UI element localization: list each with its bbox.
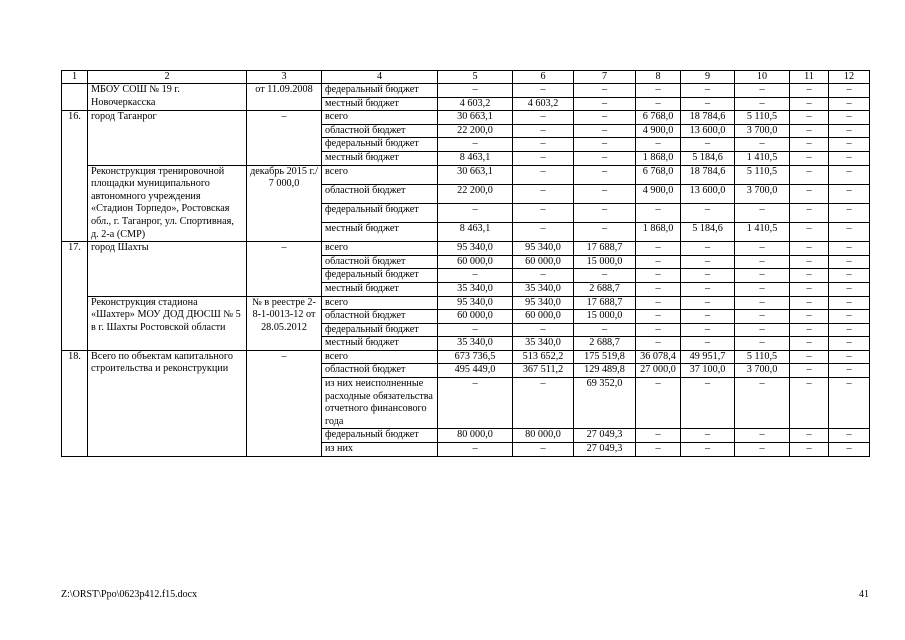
value-cell: –: [636, 255, 681, 269]
value-cell: –: [790, 443, 829, 457]
value-cell: –: [790, 296, 829, 310]
table-row: [62, 296, 870, 310]
value-cell: –: [829, 310, 870, 324]
value-cell: –: [829, 323, 870, 337]
value-cell: 30 663,1: [438, 165, 513, 184]
value-cell: 2 688,7: [574, 337, 636, 351]
value-cell: –: [681, 337, 735, 351]
value-cell: 18 784,6: [681, 165, 735, 184]
value-cell: 513 652,2: [513, 350, 574, 364]
value-cell: 80 000,0: [513, 429, 574, 443]
value-cell: –: [829, 350, 870, 364]
value-cell: –: [681, 203, 735, 222]
value-cell: –: [735, 378, 790, 429]
value-cell: –: [574, 151, 636, 165]
budget-source-cell: областной бюджет: [322, 364, 438, 378]
value-cell: 60 000,0: [438, 255, 513, 269]
value-cell: 15 000,0: [574, 310, 636, 324]
value-cell: –: [681, 269, 735, 283]
value-cell: –: [790, 165, 829, 184]
object-name-cell: Реконструкция тренировочной площадки муниципального автономного учреждения «Стадион Торпедо», Ростовская обл., г. Таганрог, ул. Спортивная, д. 2-а (СМР): [88, 165, 247, 242]
value-cell: 1 410,5: [735, 151, 790, 165]
value-cell: 60 000,0: [438, 310, 513, 324]
value-cell: 95 340,0: [513, 296, 574, 310]
value-cell: –: [735, 443, 790, 457]
budget-source-cell: всего: [322, 242, 438, 256]
column-number: 3: [247, 71, 322, 84]
value-cell: –: [790, 184, 829, 203]
value-cell: 5 110,5: [735, 350, 790, 364]
value-cell: 35 340,0: [438, 337, 513, 351]
budget-source-cell: областной бюджет: [322, 310, 438, 324]
value-cell: 2 688,7: [574, 282, 636, 296]
value-cell: –: [574, 222, 636, 241]
column-number: 7: [574, 71, 636, 84]
document-date-cell: № в реестре 2-8-1-0013-12 от 28.05.2012: [247, 296, 322, 350]
footer-file-path: Z:\ORST\Ppo\0623p412.f15.docx: [61, 589, 198, 600]
value-cell: 3 700,0: [735, 364, 790, 378]
value-cell: 35 340,0: [513, 282, 574, 296]
value-cell: –: [574, 124, 636, 138]
column-number: 2: [88, 71, 247, 84]
value-cell: –: [574, 138, 636, 152]
value-cell: –: [513, 124, 574, 138]
budget-source-cell: местный бюджет: [322, 97, 438, 111]
budget-source-cell: всего: [322, 165, 438, 184]
row-number-cell: [62, 84, 88, 111]
value-cell: 15 000,0: [574, 255, 636, 269]
value-cell: –: [735, 97, 790, 111]
value-cell: 4 900,0: [636, 184, 681, 203]
budget-table-page: [61, 70, 869, 457]
value-cell: –: [513, 269, 574, 283]
value-cell: –: [790, 429, 829, 443]
value-cell: –: [681, 97, 735, 111]
value-cell: 175 519,8: [574, 350, 636, 364]
value-cell: –: [790, 310, 829, 324]
value-cell: –: [790, 323, 829, 337]
value-cell: –: [513, 111, 574, 125]
value-cell: 35 340,0: [513, 337, 574, 351]
value-cell: –: [829, 151, 870, 165]
value-cell: –: [735, 337, 790, 351]
value-cell: 13 600,0: [681, 184, 735, 203]
value-cell: –: [681, 429, 735, 443]
value-cell: –: [681, 138, 735, 152]
value-cell: –: [513, 378, 574, 429]
value-cell: –: [829, 184, 870, 203]
value-cell: –: [636, 269, 681, 283]
value-cell: 22 200,0: [438, 124, 513, 138]
value-cell: –: [636, 443, 681, 457]
value-cell: 3 700,0: [735, 184, 790, 203]
value-cell: –: [636, 282, 681, 296]
value-cell: –: [829, 269, 870, 283]
value-cell: –: [735, 296, 790, 310]
value-cell: –: [829, 364, 870, 378]
column-number: 12: [829, 71, 870, 84]
value-cell: –: [513, 84, 574, 98]
value-cell: 673 736,5: [438, 350, 513, 364]
value-cell: –: [790, 350, 829, 364]
row-number-cell: 16.: [62, 111, 88, 242]
value-cell: –: [790, 269, 829, 283]
object-name-cell: Всего по объектам капитального строительства и реконструкции: [88, 350, 247, 456]
value-cell: –: [790, 111, 829, 125]
budget-source-cell: всего: [322, 111, 438, 125]
value-cell: 60 000,0: [513, 310, 574, 324]
value-cell: –: [636, 242, 681, 256]
document-date-cell: –: [247, 111, 322, 165]
value-cell: –: [829, 378, 870, 429]
value-cell: –: [636, 296, 681, 310]
budget-source-cell: местный бюджет: [322, 337, 438, 351]
value-cell: 4 603,2: [513, 97, 574, 111]
value-cell: –: [636, 97, 681, 111]
value-cell: 3 700,0: [735, 124, 790, 138]
value-cell: –: [681, 310, 735, 324]
table-row: [62, 84, 870, 98]
document-date-cell: –: [247, 350, 322, 456]
value-cell: –: [438, 378, 513, 429]
value-cell: 95 340,0: [438, 296, 513, 310]
value-cell: –: [681, 296, 735, 310]
value-cell: –: [574, 323, 636, 337]
value-cell: –: [681, 84, 735, 98]
value-cell: –: [636, 203, 681, 222]
value-cell: 17 688,7: [574, 296, 636, 310]
value-cell: –: [790, 97, 829, 111]
budget-source-cell: федеральный бюджет: [322, 269, 438, 283]
value-cell: –: [829, 443, 870, 457]
column-number: 9: [681, 71, 735, 84]
table-row: [62, 350, 870, 364]
value-cell: –: [790, 203, 829, 222]
value-cell: –: [735, 269, 790, 283]
value-cell: –: [681, 255, 735, 269]
value-cell: –: [636, 337, 681, 351]
value-cell: 18 784,6: [681, 111, 735, 125]
value-cell: –: [735, 84, 790, 98]
budget-source-cell: областной бюджет: [322, 255, 438, 269]
value-cell: –: [829, 203, 870, 222]
value-cell: –: [829, 124, 870, 138]
budget-source-cell: местный бюджет: [322, 151, 438, 165]
value-cell: 17 688,7: [574, 242, 636, 256]
value-cell: 5 110,5: [735, 111, 790, 125]
value-cell: –: [735, 138, 790, 152]
value-cell: 49 951,7: [681, 350, 735, 364]
value-cell: –: [829, 84, 870, 98]
page-number: 41: [859, 589, 869, 600]
value-cell: –: [636, 323, 681, 337]
table-row: [62, 165, 870, 184]
value-cell: –: [790, 337, 829, 351]
value-cell: –: [636, 429, 681, 443]
value-cell: 5 110,5: [735, 165, 790, 184]
value-cell: –: [574, 84, 636, 98]
value-cell: –: [681, 242, 735, 256]
value-cell: 80 000,0: [438, 429, 513, 443]
value-cell: –: [513, 165, 574, 184]
value-cell: 6 768,0: [636, 165, 681, 184]
budget-source-cell: федеральный бюджет: [322, 84, 438, 98]
value-cell: –: [681, 443, 735, 457]
object-name-cell: Реконструкция стадиона «Шахтер» МОУ ДОД ДЮСШ № 5 в г. Шахты Ростовской области: [88, 296, 247, 350]
value-cell: –: [574, 111, 636, 125]
table-row: [62, 111, 870, 125]
value-cell: –: [829, 337, 870, 351]
value-cell: –: [790, 138, 829, 152]
value-cell: –: [829, 429, 870, 443]
budget-source-cell: областной бюджет: [322, 124, 438, 138]
value-cell: –: [513, 203, 574, 222]
value-cell: 22 200,0: [438, 184, 513, 203]
value-cell: –: [829, 222, 870, 241]
value-cell: –: [574, 97, 636, 111]
table-row: [62, 242, 870, 256]
value-cell: 4 603,2: [438, 97, 513, 111]
budget-source-cell: всего: [322, 350, 438, 364]
value-cell: 4 900,0: [636, 124, 681, 138]
object-name-cell: город Шахты: [88, 242, 247, 296]
value-cell: 36 078,4: [636, 350, 681, 364]
budget-source-cell: из них: [322, 443, 438, 457]
budget-source-cell: федеральный бюджет: [322, 429, 438, 443]
budget-table: [61, 70, 870, 457]
value-cell: –: [513, 443, 574, 457]
value-cell: –: [829, 282, 870, 296]
value-cell: –: [829, 165, 870, 184]
value-cell: –: [636, 84, 681, 98]
value-cell: –: [735, 242, 790, 256]
value-cell: 6 768,0: [636, 111, 681, 125]
value-cell: –: [829, 97, 870, 111]
value-cell: –: [438, 269, 513, 283]
value-cell: –: [681, 282, 735, 296]
value-cell: –: [735, 255, 790, 269]
value-cell: –: [829, 296, 870, 310]
value-cell: –: [574, 203, 636, 222]
document-date-cell: декабрь 2015 г./ 7 000,0: [247, 165, 322, 242]
object-name-cell: МБОУ СОШ № 19 г. Новочеркасска: [88, 84, 247, 111]
value-cell: –: [735, 310, 790, 324]
value-cell: –: [735, 323, 790, 337]
value-cell: –: [438, 323, 513, 337]
value-cell: –: [735, 203, 790, 222]
value-cell: –: [681, 323, 735, 337]
table-header-row: [62, 71, 870, 84]
column-number: 4: [322, 71, 438, 84]
value-cell: 69 352,0: [574, 378, 636, 429]
value-cell: 60 000,0: [513, 255, 574, 269]
value-cell: –: [574, 184, 636, 203]
value-cell: –: [513, 151, 574, 165]
document-date-cell: –: [247, 242, 322, 296]
value-cell: –: [574, 269, 636, 283]
value-cell: 129 489,8: [574, 364, 636, 378]
value-cell: –: [790, 84, 829, 98]
value-cell: 495 449,0: [438, 364, 513, 378]
value-cell: –: [829, 111, 870, 125]
row-number-cell: 17.: [62, 242, 88, 351]
value-cell: –: [790, 124, 829, 138]
value-cell: –: [513, 138, 574, 152]
value-cell: –: [829, 255, 870, 269]
value-cell: 30 663,1: [438, 111, 513, 125]
value-cell: –: [513, 222, 574, 241]
budget-source-cell: областной бюджет: [322, 184, 438, 203]
value-cell: –: [636, 310, 681, 324]
value-cell: –: [513, 184, 574, 203]
value-cell: 1 868,0: [636, 151, 681, 165]
value-cell: 95 340,0: [438, 242, 513, 256]
value-cell: –: [829, 242, 870, 256]
value-cell: 5 184,6: [681, 222, 735, 241]
column-number: 8: [636, 71, 681, 84]
value-cell: –: [636, 378, 681, 429]
budget-source-cell: федеральный бюджет: [322, 323, 438, 337]
column-number: 11: [790, 71, 829, 84]
value-cell: –: [438, 84, 513, 98]
value-cell: –: [829, 138, 870, 152]
value-cell: 37 100,0: [681, 364, 735, 378]
value-cell: –: [681, 378, 735, 429]
value-cell: 27 049,3: [574, 443, 636, 457]
value-cell: –: [574, 165, 636, 184]
column-number: 10: [735, 71, 790, 84]
row-number-cell: 18.: [62, 350, 88, 456]
value-cell: 1 410,5: [735, 222, 790, 241]
value-cell: –: [790, 255, 829, 269]
budget-source-cell: всего: [322, 296, 438, 310]
value-cell: –: [790, 282, 829, 296]
budget-source-cell: федеральный бюджет: [322, 203, 438, 222]
value-cell: 5 184,6: [681, 151, 735, 165]
value-cell: 8 463,1: [438, 222, 513, 241]
budget-source-cell: местный бюджет: [322, 282, 438, 296]
document-date-cell: от 11.09.2008: [247, 84, 322, 111]
value-cell: –: [438, 443, 513, 457]
value-cell: 35 340,0: [438, 282, 513, 296]
value-cell: 95 340,0: [513, 242, 574, 256]
value-cell: –: [790, 151, 829, 165]
column-number: 5: [438, 71, 513, 84]
value-cell: –: [790, 242, 829, 256]
value-cell: –: [735, 282, 790, 296]
value-cell: 1 868,0: [636, 222, 681, 241]
value-cell: –: [438, 203, 513, 222]
value-cell: –: [513, 323, 574, 337]
budget-source-cell: из них неисполненные расходные обязательства отчетного финансового года: [322, 378, 438, 429]
value-cell: 27 000,0: [636, 364, 681, 378]
column-number: 1: [62, 71, 88, 84]
value-cell: 27 049,3: [574, 429, 636, 443]
value-cell: 8 463,1: [438, 151, 513, 165]
value-cell: –: [735, 429, 790, 443]
budget-source-cell: местный бюджет: [322, 222, 438, 241]
object-name-cell: город Таганрог: [88, 111, 247, 165]
value-cell: –: [790, 222, 829, 241]
value-cell: –: [790, 378, 829, 429]
budget-source-cell: федеральный бюджет: [322, 138, 438, 152]
column-number: 6: [513, 71, 574, 84]
value-cell: –: [790, 364, 829, 378]
value-cell: 13 600,0: [681, 124, 735, 138]
value-cell: 367 511,2: [513, 364, 574, 378]
value-cell: –: [636, 138, 681, 152]
value-cell: –: [438, 138, 513, 152]
